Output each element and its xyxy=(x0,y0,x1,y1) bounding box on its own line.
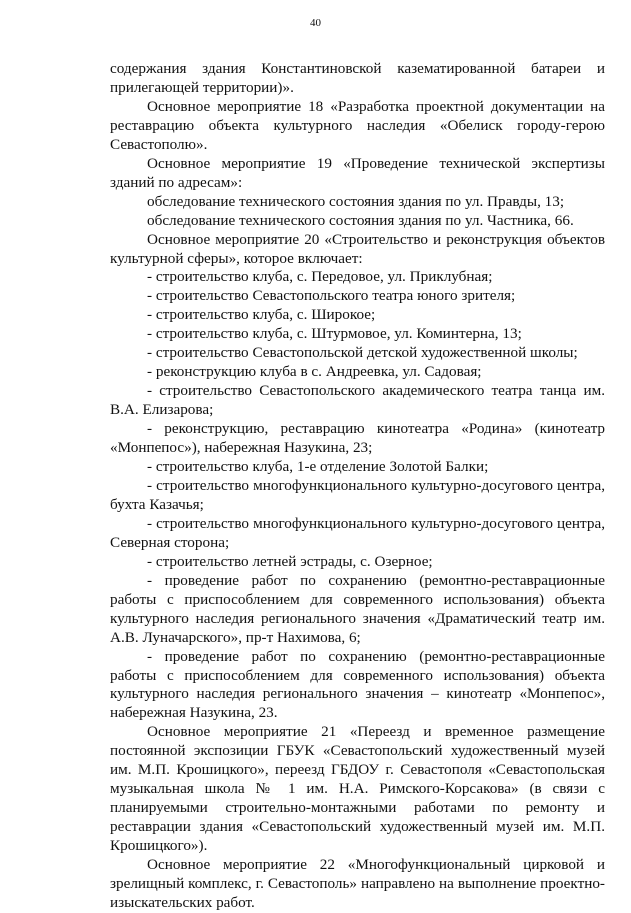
paragraph: Основное мероприятие 20 «Строительство и реконструкция объектов культурной сферы», которое включает: xyxy=(110,230,605,267)
list-item: - строительство летней эстрады, с. Озерное; xyxy=(147,552,433,570)
list-item: - строительство Севастопольской детской художественной школы; xyxy=(147,344,578,362)
list-item: - строительство клуба, с. Передовое, ул. Приклубная; xyxy=(147,268,493,286)
paragraph: Основное мероприятие 21 «Переезд и временное размещение постоянной экспозиции ГБУК «Севастопольский художественный музей им. М.П. Крошицкого», переезд ГБДОУ г. Севастополя «Севастопольская музыкальная школа № 1 им. Н.А. Римского-Корсакова» (в связи с планируемыми строительно-монтажными работами по ремонту и реставрации здания «Севастопольский художественный музей им. М.П. Крошицкого»). xyxy=(110,723,605,855)
list-item: - строительство многофункционального культурно-досугового центра, Северная сторона; xyxy=(110,514,605,551)
list-item: - строительство Севастопольского театра юного зрителя; xyxy=(147,287,516,305)
list-item: - реконструкцию клуба в с. Андреевка, ул. Садовая; xyxy=(147,363,482,381)
list-item: - проведение работ по сохранению (ремонтно-реставрационные работы с приспособлением для современного использования) объекта культурного наследия регионального значения «Драматический театр им. А.В. Луначарского», пр-т Нахимова, 6; xyxy=(110,571,605,646)
paragraph: содержания здания Константиновской казематированной батареи и прилегающей территории)». xyxy=(110,60,605,96)
list-item: - строительство клуба, 1-е отделение Золотой Балки; xyxy=(147,458,489,476)
list-item: обследование технического состояния здания по ул. Правды, 13; xyxy=(147,192,565,210)
list-item: - проведение работ по сохранению (ремонтно-реставрационные работы с приспособлением для современного использования) объекта культурного наследия регионального значения – кинотеатр «Монпепос», набережная Назукина, 23. xyxy=(110,647,605,722)
paragraph: Основное мероприятие 19 «Проведение технической экспертизы зданий по адресам»: xyxy=(110,154,605,191)
list-item: - строительство Севастопольского академического театра танца им. В.А. Елизарова; xyxy=(110,382,605,419)
list-item: - строительство клуба, с. Широкое; xyxy=(147,306,376,324)
paragraph: Основное мероприятие 18 «Разработка проектной документации на реставрацию объекта культурного наследия «Обелиск городу-герою Севастополю». xyxy=(110,97,605,153)
page-number: 40 xyxy=(310,17,321,29)
list-item: - реконструкцию, реставрацию кинотеатра «Родина» (кинотеатр «Монпепос»), набережная Назукина, 23; xyxy=(110,420,605,457)
paragraph: Основное мероприятие 22 «Многофункциональный цирковой и зрелищный комплекс, г. Севастополь» направлено на выполнение проектно-изыскательских работ. xyxy=(110,856,605,911)
list-item: обследование технического состояния здания по ул. Частника, 66. xyxy=(147,211,574,229)
document-body xyxy=(110,60,605,913)
list-item: - строительство многофункционального культурно-досугового центра, бухта Казачья; xyxy=(110,476,605,513)
list-item: - строительство клуба, с. Штурмовое, ул. Коминтерна, 13; xyxy=(147,325,522,343)
